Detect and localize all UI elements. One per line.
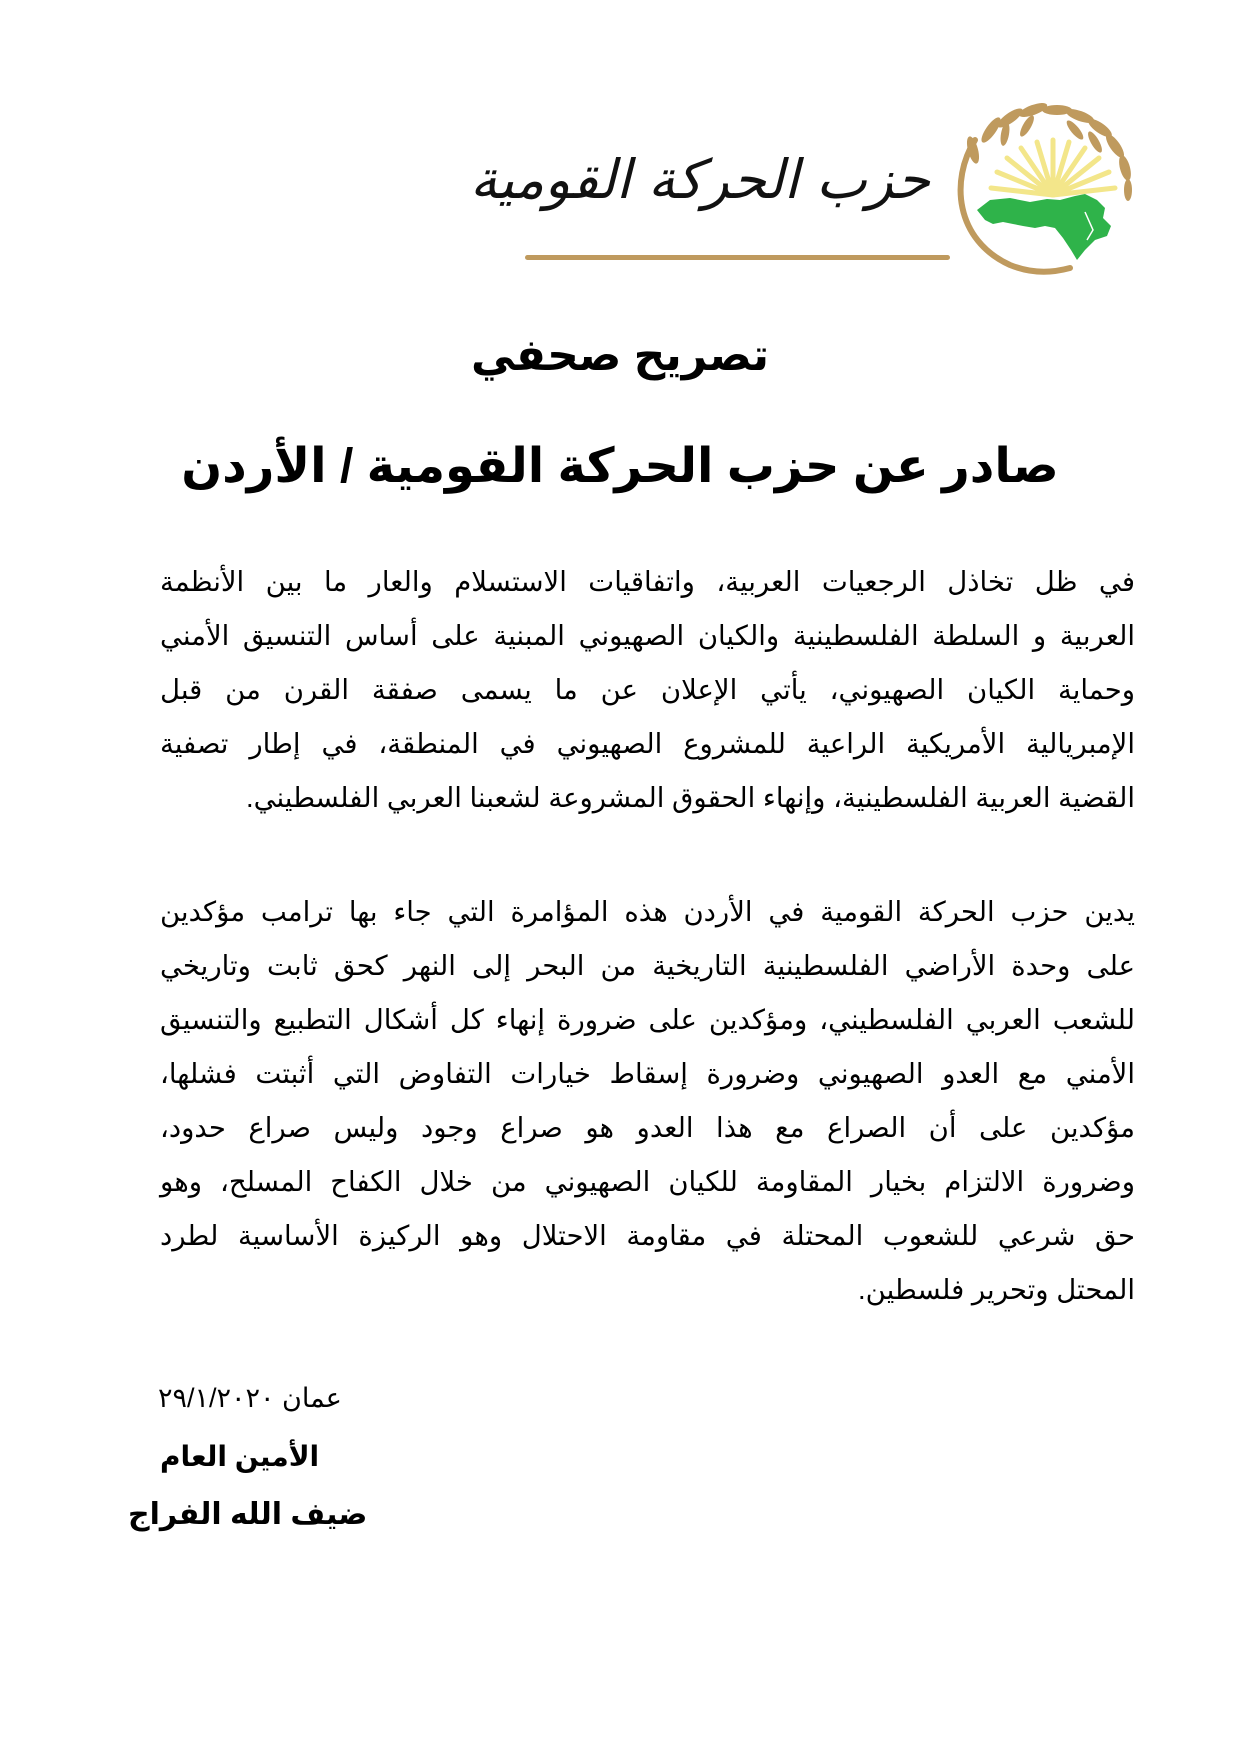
paragraph-line: وحماية الكيان الصهيوني، يأتي الإعلان عن ما يسمى صفقة القرن من قبل — [160, 674, 1135, 705]
paragraph-line: مؤكدين على أن الصراع مع هذا العدو هو صراع وجود وليس صراع حدود، — [160, 1112, 1135, 1143]
paragraph-line: وضرورة الالتزام بخيار المقاومة للكيان الصهيوني من خلال الكفاح المسلح، وهو — [160, 1166, 1135, 1197]
body-paragraph-1 — [160, 555, 1135, 825]
signatory-name: ضيف الله الفراج — [128, 1498, 368, 1531]
body-paragraph-2 — [160, 885, 1135, 1317]
paragraph-line: القضية العربية الفلسطينية، وإنهاء الحقوق المشروعة لشعبنا العربي الفلسطيني. — [245, 782, 1135, 813]
party-logo — [470, 100, 1135, 280]
paragraph-line: في ظل تخاذل الرجعيات العربية، واتفاقيات الاستسلام والعار ما بين الأنظمة — [160, 566, 1135, 597]
place-and-date: عمان ٢٩/١/٢٠٢٠ — [158, 1383, 342, 1413]
paragraph-line: حق شرعي للشعوب المحتلة في مقاومة الاحتلال وهو الركيزة الأساسية لطرد — [160, 1220, 1135, 1251]
paragraph-line: الإمبريالية الأمريكية الراعية للمشروع الصهيوني في المنطقة، في إطار تصفية — [160, 728, 1135, 759]
paragraph-line: للشعب العربي الفلسطيني، ومؤكدين على ضرورة إنهاء كل أشكال التطبيع والتنسيق — [160, 1004, 1135, 1035]
paragraph-line: على وحدة الأراضي الفلسطينية التاريخية من البحر إلى النهر كحق ثابت وتاريخي — [160, 950, 1135, 981]
document-subtitle: صادر عن حزب الحركة القومية / الأردن — [181, 440, 1059, 493]
paragraph-line: العربية و السلطة الفلسطينية والكيان الصهيوني المبنية على أساس التنسيق الأمني — [160, 620, 1135, 651]
signatory-position: الأمين العام — [160, 1441, 320, 1472]
paragraph-line: المحتل وتحرير فلسطين. — [858, 1274, 1135, 1305]
logo-calligraphy-text: حزب الحركة القومية — [470, 148, 930, 211]
paragraph-line: الأمني مع العدو الصهيوني وضرورة إسقاط خيارات التفاوض التي أثبتت فشلها، — [160, 1058, 1135, 1089]
paragraph-line: يدين حزب الحركة القومية في الأردن هذه المؤامرة التي جاء بها ترامب مؤكدين — [160, 896, 1135, 927]
document-title: تصريح صحفي — [470, 331, 770, 380]
wheat-sun-arab-map-emblem-icon — [935, 100, 1135, 280]
logo-underline — [525, 255, 950, 260]
